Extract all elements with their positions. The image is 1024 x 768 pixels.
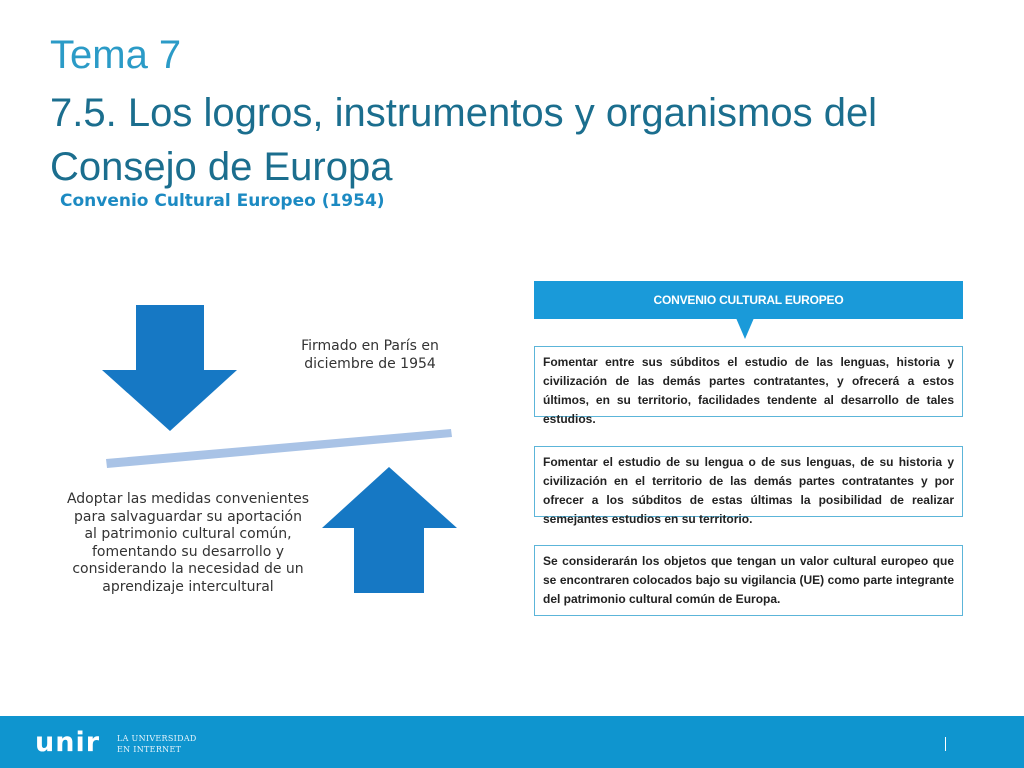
footer-divider xyxy=(945,737,946,751)
logo-tagline xyxy=(117,733,197,755)
caption-measures: Adoptar las medidas convenientes para salvaguardar su aportación al patrimonio cultural común, fomentando su desarrollo y considerando la necesidad de un aprendizaje intercultural xyxy=(66,491,310,595)
up-arrow-icon xyxy=(322,467,457,593)
tagline-line2: EN INTERNET xyxy=(117,745,182,754)
convenio-item-2: Fomentar el estudio de su lengua o de sus lenguas, de su historia y civilización en el territorio de las demás partes contratantes y por ofrecer a los súbditos de estas últimas la posibilidad de realizar semejantes estudios en su territorio. xyxy=(534,446,963,517)
convenio-item-3: Se considerarán los objetos que tengan un valor cultural europeo que se encontraren colocados bajo su vigilancia (UE) como parte integrante del patrimonio cultural común de Europa. xyxy=(534,545,963,616)
header-pointer xyxy=(736,318,754,339)
convenio-header: CONVENIO CULTURAL EUROPEO xyxy=(534,281,963,319)
unir-logo: unir xyxy=(35,727,101,758)
seesaw-bar xyxy=(106,429,452,468)
section-subtitle: Convenio Cultural Europeo (1954) xyxy=(60,191,385,211)
convenio-item-1: Fomentar entre sus súbditos el estudio de las lenguas, historia y civilización de las demás partes contratantes, y ofrecerá a estos últimos, en su territorio, facilidades tendente al desarrollo de tales estudios. xyxy=(534,346,963,417)
down-arrow-icon xyxy=(102,305,237,431)
caption-signed: Firmado en París en diciembre de 1954 xyxy=(301,338,439,372)
page-title-line1: Tema 7 xyxy=(50,33,182,77)
page-title: 7.5. Los logros, instrumentos y organismos del Consejo de Europa xyxy=(50,91,878,189)
tagline-line1: LA UNIVERSIDAD xyxy=(117,734,197,743)
